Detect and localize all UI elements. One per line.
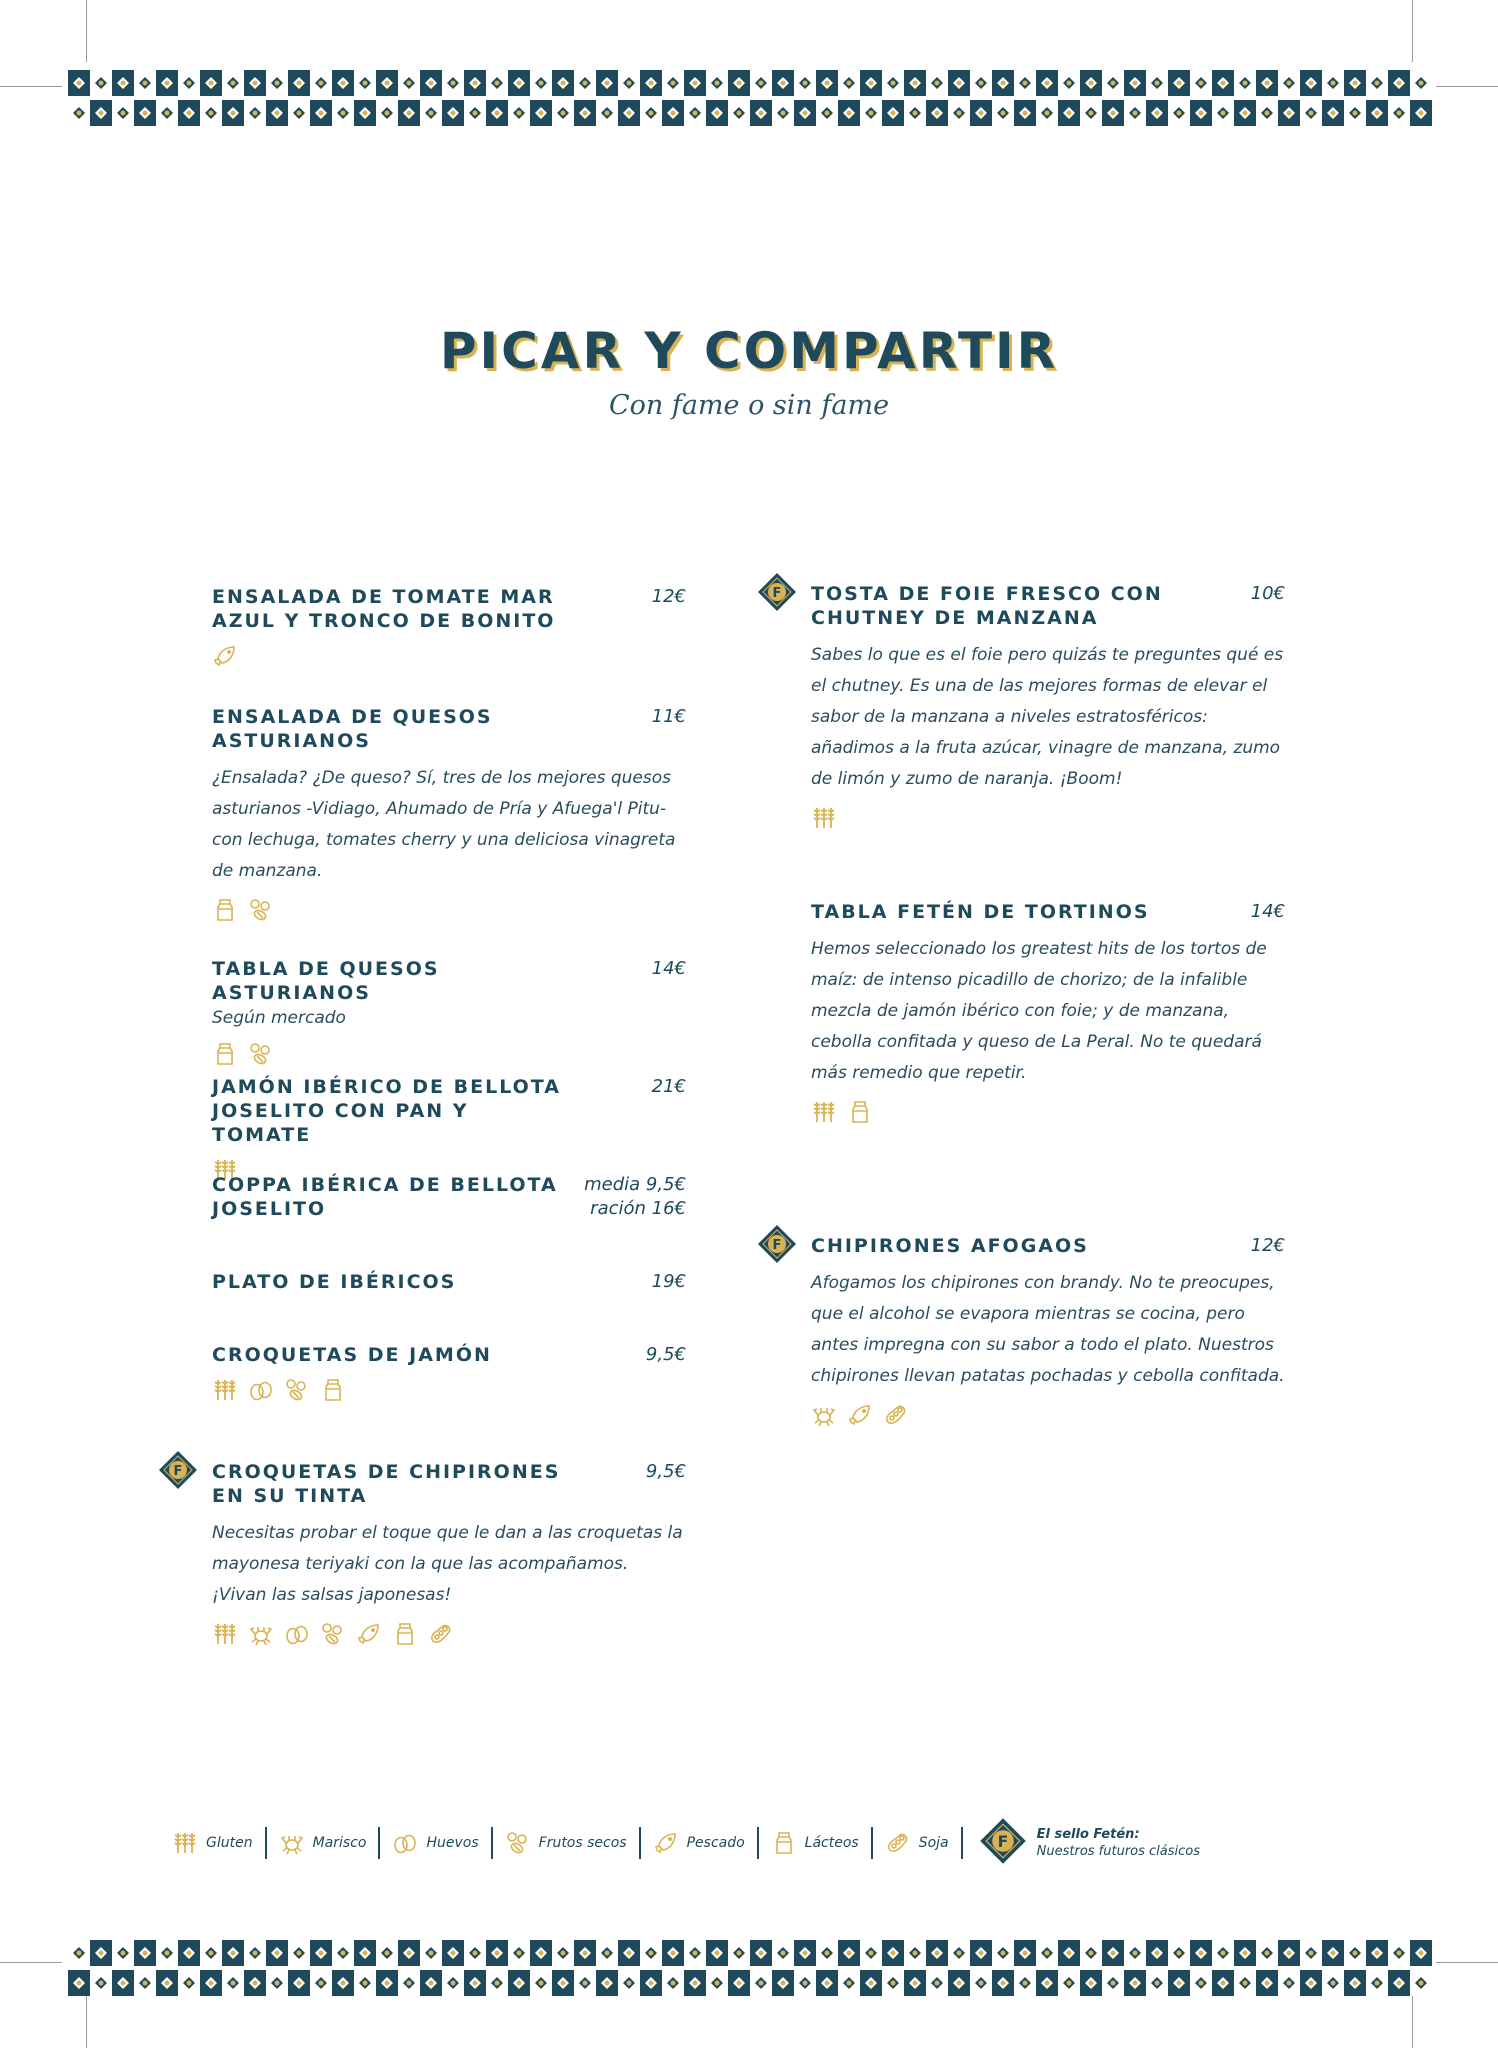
crop-mark [0,86,62,87]
crop-mark [1436,1962,1498,1963]
decorative-border-top [68,66,1432,126]
menu-item [173,1460,686,1647]
menu-item-description: Necesitas probar el toque que le dan a las croquetas la mayonesa teriyaki con la que las acompañamos. ¡Vivan las salsas japonesas! [212,1523,683,1605]
seal-title: El sello Fetén: [1036,1827,1140,1842]
milk-icon [212,1041,238,1067]
milk-icon [392,1621,418,1647]
allergen-icons [811,1402,1285,1428]
menu-item-name: TOSTA DE FOIE FRESCO CON CHUTNEY DE MANZANA [811,583,1163,629]
feten-seal-icon [979,1817,1027,1869]
menu-item-name: TABLA DE QUESOS ASTURIANOS [212,958,440,1004]
menu-item [212,957,686,1067]
gluten-icon [811,1099,837,1125]
menu-item-name: PLATO DE IBÉRICOS [212,1271,457,1293]
allergen-icons [212,643,686,669]
menu-item-name: CHIPIRONES AFOGAOS [811,1235,1089,1257]
legend-item [160,1830,265,1856]
menu-item [212,585,686,669]
menu-item [772,1234,1285,1428]
shellfish-icon [248,1621,274,1647]
legend-item [873,1830,961,1856]
price-option: ración 16€ [590,1198,686,1219]
soy-icon [885,1830,911,1856]
milk-icon [771,1830,797,1856]
gluten-icon [172,1830,198,1856]
gluten-icon [212,1377,238,1403]
nuts-icon [248,897,274,923]
nuts-icon [505,1830,531,1856]
legend-label: Lácteos [804,1835,859,1851]
shellfish-icon [811,1402,837,1428]
menu-item-name: JAMÓN IBÉRICO DE BELLOTA JOSELITO CON PAN Y TOMATE [212,1076,561,1146]
menu-item [212,1343,686,1403]
menu-column-left [173,585,686,1665]
menu-item-price: 12€ [1250,1235,1285,1256]
legend-item [380,1830,490,1856]
menu-item-price: 10€ [1250,583,1285,604]
menu-item-description: Afogamos los chipirones con brandy. No te preocupes, que el alcohol se evapora mientras se cocina, pero antes impregna con su sabor a todo el plato. Nuestros chipirones llevan patatas pochadas y cebolla confitada. [811,1273,1285,1386]
legend-label: Huevos [426,1835,479,1851]
allergen-icons [212,1041,686,1067]
fish-icon [653,1830,679,1856]
menu-item-price [584,1173,686,1221]
menu-item [772,582,1285,831]
gluten-icon [811,805,837,831]
legend-label: Marisco [312,1835,367,1851]
allergen-icons [811,805,1285,831]
gluten-icon [212,1621,238,1647]
nuts-icon [320,1621,346,1647]
menu-item-description: Hemos seleccionado los greatest hits de los tortos de maíz: de intenso picadillo de chorizo; de la infalible mezcla de jamón ibérico con foie; y de manzana, cebolla confitada y queso de La Peral. No te quedará más remedio que repetir. [811,939,1267,1083]
menu-item [212,1270,686,1294]
svg-text:F: F [997,1833,1008,1851]
legend-label: Gluten [206,1835,253,1851]
soy-icon [428,1621,454,1647]
menu-item-name: COPPA IBÉRICA DE BELLOTA JOSELITO [212,1174,558,1220]
menu-item-name: CROQUETAS DE CHIPIRONES EN SU TINTA [212,1461,561,1507]
menu-item-price: 19€ [651,1271,686,1292]
allergen-icons [811,1099,1285,1125]
crop-mark [1436,86,1498,87]
allergen-legend [160,1818,1200,1868]
eggs-icon [284,1621,310,1647]
menu-item-price: 12€ [651,586,686,607]
allergen-icons [212,897,686,923]
legend-item [267,1830,379,1856]
legend-item [759,1830,871,1856]
menu-item-price: 14€ [651,958,686,979]
nuts-icon [248,1041,274,1067]
svg-text:F: F [772,586,782,601]
feten-seal-icon [757,1224,797,1264]
feten-seal-icon [757,572,797,612]
price-option: media 9,5€ [584,1174,686,1195]
nuts-icon [284,1377,310,1403]
eggs-icon [392,1830,418,1856]
feten-seal-icon [158,1450,198,1490]
page-subtitle: Con fame o sin fame [608,390,890,421]
menu-column-right [772,582,1285,1462]
fish-icon [847,1402,873,1428]
menu-item-name: CROQUETAS DE JAMÓN [212,1344,492,1366]
menu-item-note: Según mercado [212,1008,346,1028]
legend-label: Frutos secos [538,1835,627,1851]
seal-subtitle: Nuestros futuros clásicos [1036,1844,1201,1859]
menu-item-name: TABLA FETÉN DE TORTINOS [811,901,1150,923]
svg-text:F: F [173,1464,183,1479]
soy-icon [883,1402,909,1428]
crop-mark [0,1962,62,1963]
milk-icon [847,1099,873,1125]
menu-item-description: Sabes lo que es el foie pero quizás te preguntes qué es el chutney. Es una de las mejores formas de elevar el sabor de la manzana a niveles estratosféricos: añadimos a la fruta azúcar, vinagre de manzana, zumo de limón y zumo de naranja. ¡Boom! [811,645,1284,789]
menu-item-price: 14€ [1250,901,1285,922]
svg-text:F: F [772,1238,782,1253]
legend-label: Soja [918,1835,949,1851]
seal-caption [1037,1826,1200,1860]
menu-item-name: ENSALADA DE TOMATE MAR AZUL Y TRONCO DE BONITO [212,586,556,632]
menu-item [212,1173,686,1221]
legend-item [493,1830,639,1856]
decorative-border-bottom [68,1936,1432,1996]
allergen-icons [212,1377,686,1403]
menu-item-name: ENSALADA DE QUESOS ASTURIANOS [212,706,493,752]
fish-icon [356,1621,382,1647]
milk-icon [320,1377,346,1403]
legend-item [641,1830,757,1856]
page-title: PICAR Y COMPARTIR [439,322,1059,380]
crop-mark [1412,0,1413,62]
menu-item-price: 11€ [651,706,686,727]
menu-item-price: 9,5€ [645,1344,686,1365]
menu-item [212,705,686,923]
menu-item-price: 21€ [651,1076,686,1097]
crop-mark [86,0,87,62]
fish-icon [212,643,238,669]
menu-item-description: ¿Ensalada? ¿De queso? Sí, tres de los mejores quesos asturianos -Vidiago, Ahumado de Pría y Afuega'l Pitu- con lechuga, tomates cherry y una deliciosa vinagreta de manzana. [212,768,676,881]
menu-item [212,1075,686,1183]
legend-label: Pescado [686,1835,745,1851]
page-header [0,322,1498,421]
eggs-icon [248,1377,274,1403]
allergen-icons [212,1621,686,1647]
menu-item [811,900,1285,1125]
legend-seal [963,1817,1200,1869]
shellfish-icon [279,1830,305,1856]
menu-item-price: 9,5€ [645,1461,686,1482]
milk-icon [212,897,238,923]
